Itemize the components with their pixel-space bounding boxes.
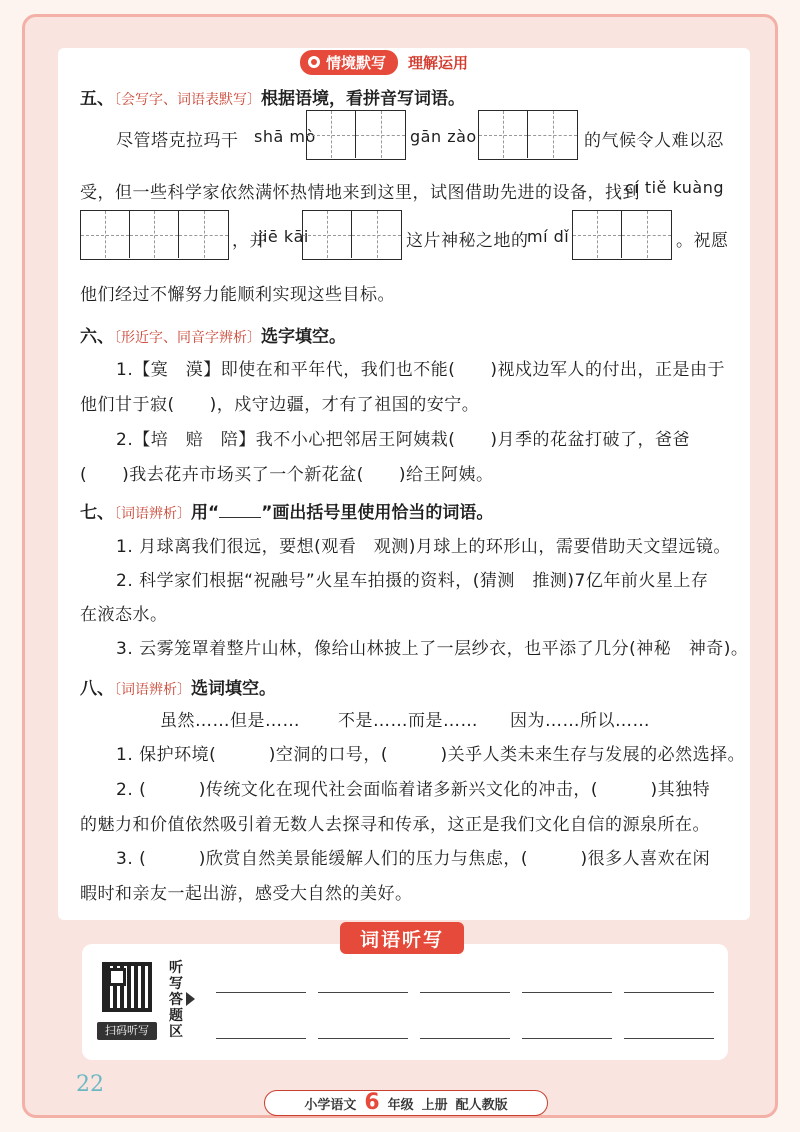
s7-q1: 1. 月球离我们很远，要想(观看 观测)月球上的环形山，需要借助天文望远镜。 xyxy=(116,537,731,557)
section-7-number: 七、 xyxy=(80,503,114,523)
s8-q1: 1. 保护环境( )空洞的口号，( )关乎人类未来生存与发展的必然选择。 xyxy=(116,745,746,765)
pinyin-citiekuang: cí tiě kuàng xyxy=(625,178,724,197)
s6-q1a: 1.【寞 漠】即使在和平年代，我们也不能( )视戍边军人的付出，正是由于 xyxy=(116,360,725,380)
section-6-number: 六、 xyxy=(80,327,114,347)
section-6-heading xyxy=(80,322,346,347)
dictation-line[interactable] xyxy=(216,992,306,993)
section-7-instruction-b: ”画出括号里使用恰当的词语。 xyxy=(261,503,494,523)
answer-grid-1[interactable] xyxy=(306,110,406,160)
section-7-instruction-a: 用“ xyxy=(191,503,220,523)
answer-grid-3[interactable] xyxy=(80,210,229,260)
s8-q2b: 的魅力和价值依然吸引着无数人去探寻和传承，这正是我们文化自信的源泉所在。 xyxy=(80,815,710,835)
qr-code-icon[interactable] xyxy=(102,962,152,1012)
section-7-tag: 〔词语辨析〕 xyxy=(114,506,191,522)
qr-label: 扫码听写 xyxy=(97,1022,157,1040)
dictation-line[interactable] xyxy=(420,1038,510,1039)
dictation-line[interactable] xyxy=(318,1038,408,1039)
header-tag-label: 情境默写 xyxy=(326,53,387,72)
section-5-instruction: 根据语境，看拼音写词语。 xyxy=(261,89,465,109)
s5-line2a: 受，但一些科学家依然满怀热情地来到这里，试图借助先进的设备，找到 xyxy=(80,183,640,203)
footer-grade: 年级 xyxy=(387,1097,414,1113)
dictation-title: 词语听写 xyxy=(340,922,464,954)
arrow-right-icon xyxy=(186,992,195,1006)
footer-volume: 上册 xyxy=(421,1097,448,1113)
s7-q2a: 2. 科学家们根据“祝融号”火星车拍摄的资料，(猜测 推测)7亿年前火星上存 xyxy=(116,571,709,591)
footer-edition: 配人教版 xyxy=(455,1097,508,1113)
section-8-number: 八、 xyxy=(80,679,114,699)
footer-grade-number: 6 xyxy=(364,1090,380,1115)
page-number: 22 xyxy=(76,1072,104,1097)
pinyin-jiekai: jiē kāi xyxy=(258,227,309,246)
answer-grid-4[interactable] xyxy=(302,210,402,260)
pinyin-midi: mí dǐ xyxy=(527,227,570,246)
s5-line3a: ，并 xyxy=(232,231,267,251)
s8-q3b: 暇时和亲友一起出游，感受大自然的美好。 xyxy=(80,884,413,904)
dictation-line[interactable] xyxy=(522,992,612,993)
s5-line3c: 。祝愿 xyxy=(676,231,729,251)
underline-sample xyxy=(219,502,261,518)
section-5-tag: 〔会写字、词语表默写〕 xyxy=(114,92,261,108)
footer-subject: 小学语文 xyxy=(304,1097,357,1113)
target-icon xyxy=(308,56,320,68)
s5-line3b: 这片神秘之地的 xyxy=(406,231,529,251)
s6-q2a: 2.【培 赔 陪】我不小心把邻居王阿姨栽( )月季的花盆打破了，爸爸 xyxy=(116,430,690,450)
section-8-instruction: 选词填空。 xyxy=(191,679,276,699)
dictation-line[interactable] xyxy=(624,992,714,993)
word-option-1: 虽然……但是…… xyxy=(160,711,300,731)
s7-q2b: 在液态水。 xyxy=(80,605,168,625)
dictation-line[interactable] xyxy=(216,1038,306,1039)
s8-q2a: 2. ( )传统文化在现代社会面临着诸多新兴文化的冲击，( )其独特 xyxy=(116,780,711,800)
header-subtitle: 理解运用 xyxy=(408,53,469,72)
dictation-answer-label: 听写答题区 xyxy=(169,960,183,1040)
s6-q1b: 他们甘于寂( )，戍守边疆，才有了祖国的安宁。 xyxy=(80,395,480,415)
s6-q2b: ( )我去花卉市场买了一个新花盆( )给王阿姨。 xyxy=(80,465,494,485)
header-tag xyxy=(300,50,398,75)
dictation-line[interactable] xyxy=(522,1038,612,1039)
section-6-instruction: 选字填空。 xyxy=(261,327,346,347)
section-5-number: 五、 xyxy=(80,89,114,109)
dictation-line[interactable] xyxy=(420,992,510,993)
word-option-2: 不是……而是…… xyxy=(338,711,478,731)
answer-grid-2[interactable] xyxy=(478,110,578,160)
section-8-tag: 〔词语辨析〕 xyxy=(114,682,191,698)
pinyin-shamo: shā mò xyxy=(254,127,316,146)
section-8-heading xyxy=(80,674,276,699)
s8-q3a: 3. ( )欣赏自然美景能缓解人们的压力与焦虑，( )很多人喜欢在闲 xyxy=(116,849,711,869)
dictation-line[interactable] xyxy=(318,992,408,993)
section-7-heading xyxy=(80,498,493,523)
section-6-tag: 〔形近字、同音字辨析〕 xyxy=(114,330,261,346)
book-footer xyxy=(264,1090,548,1116)
pinyin-ganzao: gān zào xyxy=(410,127,477,146)
answer-grid-5[interactable] xyxy=(572,210,672,260)
s5-line4: 他们经过不懈努力能顺利实现这些目标。 xyxy=(80,285,395,305)
s5-line1a: 尽管塔克拉玛干 xyxy=(116,131,239,151)
section-header xyxy=(300,50,468,74)
s5-line1b: 的气候令人难以忍 xyxy=(584,131,724,151)
dictation-line[interactable] xyxy=(624,1038,714,1039)
section-5-heading xyxy=(80,84,465,109)
word-option-3: 因为……所以…… xyxy=(510,711,650,731)
s7-q3: 3. 云雾笼罩着整片山林，像给山林披上了一层纱衣，也平添了几分(神秘 神奇)。 xyxy=(116,639,749,659)
